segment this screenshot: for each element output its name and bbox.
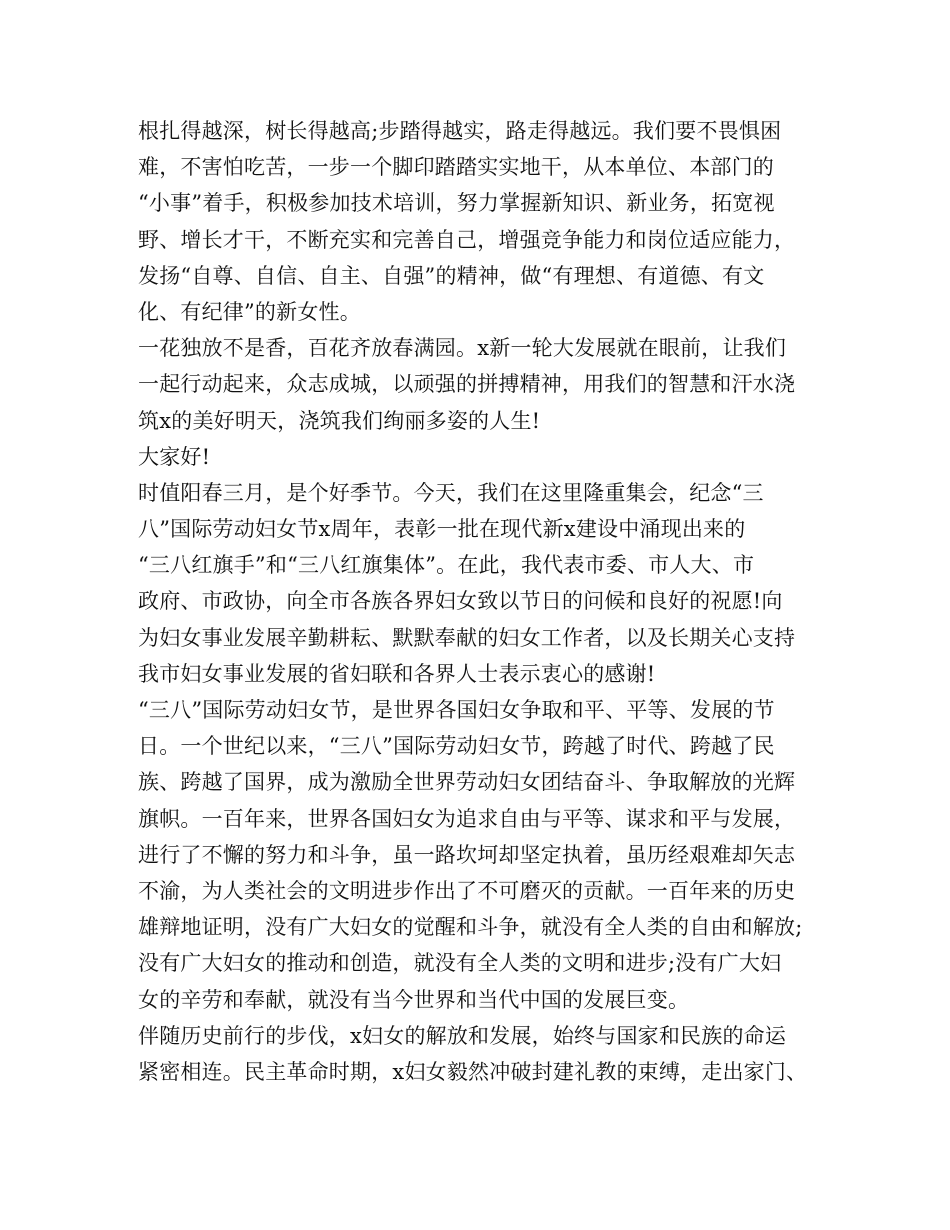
text-line: 野、增长才干，不断充实和完善自己，增强竞争能力和岗位适应能力， bbox=[138, 227, 796, 252]
text-line: 政府、市政协，向全市各族各界妇女致以节日的问候和良好的祝愿!向 bbox=[138, 589, 783, 614]
text-line: 雄辩地证明，没有广大妇女的觉醒和斗争，就没有全人类的自由和解放; bbox=[138, 915, 803, 940]
text-line: “三八红旗手”和“三八红旗集体”。在此，我代表市委、市人大、市 bbox=[138, 553, 755, 578]
text-line: “三八”国际劳动妇女节，是世界各国妇女争取和平、平等、发展的节 bbox=[138, 698, 775, 722]
text-line: “小事”着手，积极参加技术培训，努力掌握新知识、新业务，拓宽视 bbox=[138, 191, 775, 216]
text-line: 筑x的美好明天，浇筑我们绚丽多姿的人生! bbox=[138, 408, 541, 433]
text-line: 日。一个世纪以来，“三八”国际劳动妇女节，跨越了时代、跨越了民 bbox=[138, 734, 775, 759]
text-line: 发扬“自尊、自信、自主、自强”的精神，做“有理想、有道德、有文 bbox=[138, 263, 765, 288]
text-line: 我市妇女事业发展的省妇联和各界人士表示衷心的感谢! bbox=[138, 661, 656, 686]
text-line: 时值阳春三月，是个好季节。今天，我们在这里隆重集会，纪念“三 bbox=[138, 480, 764, 505]
text-line: 不渝，为人类社会的文明进步作出了不可磨灭的贡献。一百年来的历史 bbox=[138, 878, 796, 903]
text-line: 化、有纪律”的新女性。 bbox=[138, 299, 361, 324]
text-line: 一起行动起来，众志成城，以顽强的拼搏精神，用我们的智慧和汗水浇 bbox=[138, 372, 796, 397]
text-line: 紧密相连。民主革命时期，x妇女毅然冲破封建礼教的束缚，走出家门、 bbox=[138, 1059, 808, 1084]
text-line: 进行了不懈的努力和斗争，虽一路坎坷却坚定执着，虽历经艰难却矢志 bbox=[138, 842, 796, 867]
text-line: 一花独放不是香，百花齐放春满园。x新一轮大发展就在眼前，让我们 bbox=[138, 336, 787, 361]
text-line: 女的辛劳和奉献，就没有当今世界和当代中国的发展巨变。 bbox=[138, 987, 690, 1012]
text-line: 难，不害怕吃苦，一步一个脚印踏踏实实地干，从本单位、本部门的 bbox=[138, 155, 774, 180]
text-line: 没有广大妇女的推动和创造，就没有全人类的文明和进步;没有广大妇 bbox=[138, 951, 782, 976]
text-line: 旗帜。一百年来，世界各国妇女为追求自由与平等、谋求和平与发展， bbox=[138, 806, 796, 831]
text-line: 为妇女事业发展辛勤耕耘、默默奉献的妇女工作者，以及长期关心支持 bbox=[138, 625, 796, 650]
text-line: 八”国际劳动妇女节x周年，表彰一批在现代新x建设中涌现出来的 bbox=[138, 517, 746, 542]
text-line: 伴随历史前行的步伐，x妇女的解放和发展，始终与国家和民族的命运 bbox=[138, 1023, 787, 1048]
text-line: 大家好! bbox=[138, 444, 211, 469]
text-line: 族、跨越了国界，成为激励全世界劳动妇女团结奋斗、争取解放的光辉 bbox=[138, 770, 796, 795]
document-body bbox=[138, 113, 828, 1090]
text-line: 根扎得越深，树长得越高;步踏得越实，路走得越远。我们要不畏惧困 bbox=[138, 119, 782, 143]
